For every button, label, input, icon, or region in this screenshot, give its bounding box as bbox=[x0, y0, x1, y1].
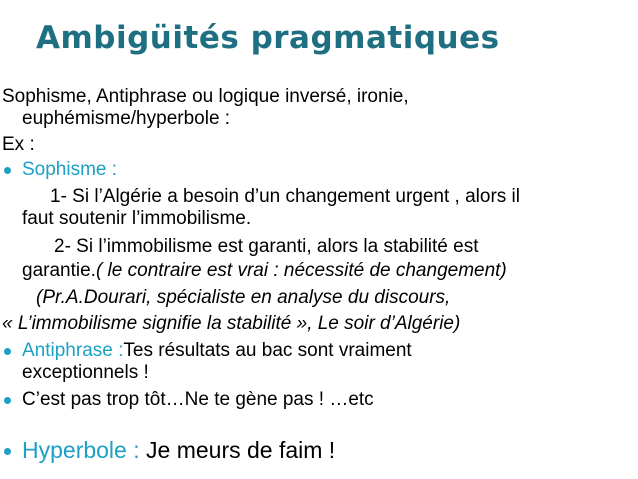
sophisme-line-4 bbox=[22, 260, 507, 282]
citation-line-1: (Pr.A.Dourari, spécialiste en analyse du discours, bbox=[36, 287, 451, 308]
sophisme-line-1: 1- Si l’Algérie a besoin d’un changement urgent , alors il bbox=[50, 186, 520, 207]
sophisme-line-3: 2- Si l’immobilisme est garanti, alors la stabilité est bbox=[54, 236, 479, 257]
ex-label: Ex : bbox=[2, 134, 35, 155]
hyperbole-line bbox=[22, 437, 335, 463]
antiphrase-label: Antiphrase : bbox=[22, 340, 124, 361]
bullet-icon bbox=[4, 348, 11, 355]
bullet-icon bbox=[4, 448, 11, 455]
antiphrase-text-1: Tes résultats au bac sont vraiment bbox=[123, 340, 412, 361]
sophisme-line-2: faut soutenir l’immobilisme. bbox=[22, 208, 252, 229]
sophisme-label: Sophisme : bbox=[22, 159, 118, 180]
bullet-icon bbox=[4, 167, 11, 174]
sophisme-line-4-normal: garantie. bbox=[22, 260, 96, 281]
antiphrase-text-2: exceptionnels ! bbox=[22, 362, 149, 383]
citation-line-2: « L’immobilisme signifie la stabilité », Le soir d’Algérie) bbox=[2, 313, 461, 334]
antiphrase-line bbox=[22, 340, 412, 362]
hyperbole-label: Hyperbole : bbox=[22, 437, 140, 463]
slide-title: Ambigüités pragmatiques bbox=[36, 20, 500, 56]
bullet-icon bbox=[4, 397, 11, 404]
intro-line-2: euphémisme/hyperbole : bbox=[22, 108, 231, 129]
ironie-text: C’est pas trop tôt…Ne te gène pas ! …etc bbox=[22, 389, 374, 410]
intro-line-1: Sophisme, Antiphrase ou logique inversé, ironie, bbox=[2, 86, 409, 107]
hyperbole-text: Je meurs de faim ! bbox=[146, 437, 336, 463]
sophisme-line-4-italic: ( le contraire est vrai : nécessité de changement) bbox=[95, 260, 507, 281]
